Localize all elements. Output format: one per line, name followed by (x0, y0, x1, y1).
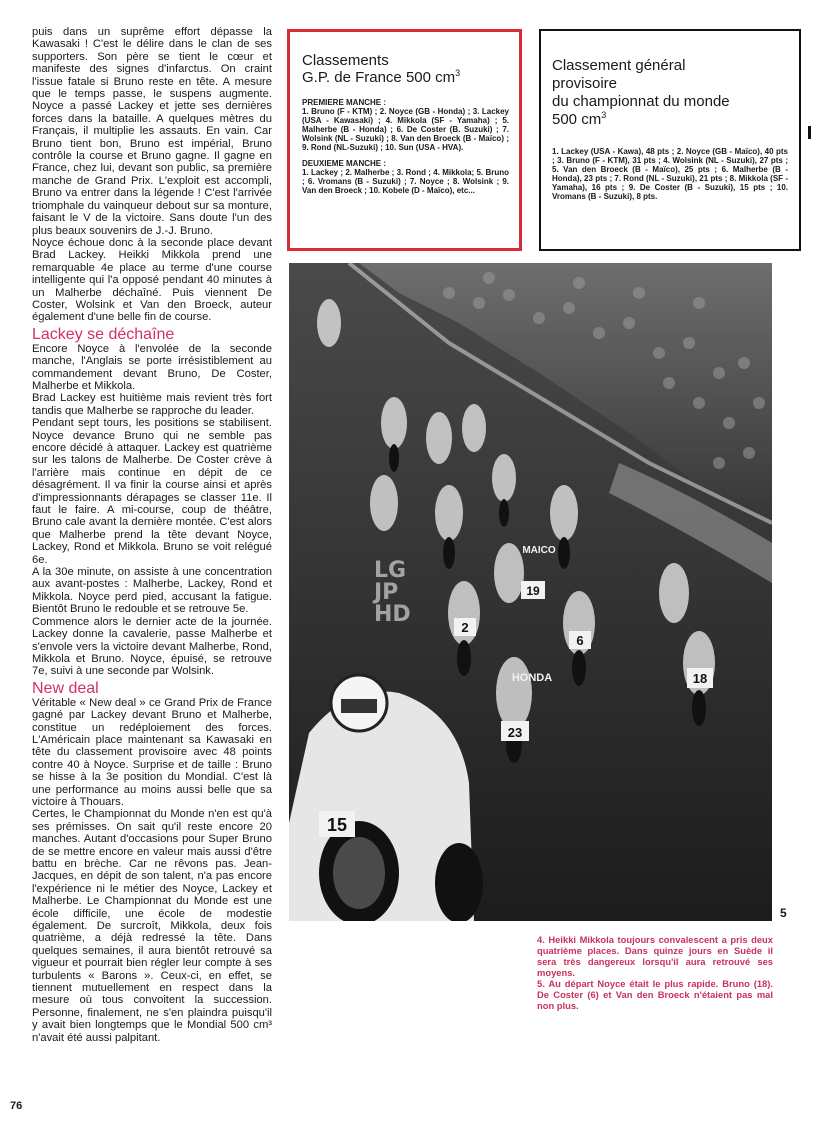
championship-standings-box (539, 29, 801, 251)
jersey-text: MAICO (522, 545, 556, 556)
article-column (32, 26, 272, 1044)
photo-number: 5 (780, 906, 787, 920)
article-paragraph: Encore Noyce à l'envolée de la seconde manche, l'Anglais se porte irrésistiblement au commandement devant Bruno, De Coster, Malherbe et Mikkola. (32, 342, 272, 392)
second-heat-heading: DEUXIEME MANCHE : (302, 159, 387, 168)
article-paragraph: Noyce échoue donc à la seconde place devant Brad Lackey. Heikki Mikkola prend une remarquable 4e place au terme d'une course intelligente qui l'a opposé pendant 40 minutes à un Malherbe déchaîné. Puis viennent De Coster, Wolsink et Van den Broeck, auteur également d'une belle fin de course. (32, 236, 272, 324)
rear-wheel (435, 843, 483, 921)
article-paragraph: Certes, le Championnat du Monde n'en est qu'à ses prémisses. On sait qu'il reste encore 20 manches. Autant d'occasions pour Super Bruno de se mettre encore en valeur mais aussi d'être battu en brèche. Car ne rêvons pas. Jean-Jacques, en dépit de son talent, n'a pas encore l'expérience ni le métier des Noyce, Lackey et Malherbe. Le Championnat du Monde est une école difficile, une école de modestie également. De surcroît, Mikkola, deux fois quatrième, a déjà redressé la tête. Dans quelques semaines, il aura bientôt retrouvé sa vigueur et pourrait bien régler leur compte à ses turbulents « Barons ». Ceux-ci, en effet, se tiennent mutuellement en respect dans la mesure où tous convoitent la succession. Personne, finalement, ne s'en plaindra puisqu'il y avait bien longtemps que le Mondial 500 cm³ n'avait été aussi palpitant. (32, 808, 272, 1044)
bike-number: 19 (526, 584, 540, 598)
article-paragraph: A la 30e minute, on assiste à une concentration aux avant-postes : Malherbe, Lackey, Rond et Mikkola. Noyce perd pied, accusant la fatigue. Bientôt Bruno le redouble et se retrouve 5e. (32, 566, 272, 616)
first-heat-results: 1. Bruno (F - KTM) ; 2. Noyce (GB - Honda) ; 3. Lackey (USA - Kawasaki) ; 4. Mikkola (SF - Yamaha) ; 5. Malherbe (B - Honda) ; 6. De Coster (B. Suzuki) ; 7. Wolsink (NL - Suzuki) ; 8. Van den Broeck (B - Maïco) ; 9. Rond (NL-Suzuki) ; 10. Sun (USA - HVA). (302, 107, 509, 152)
bike-number: 15 (326, 815, 348, 835)
article-paragraph: Brad Lackey est huitième mais revient très fort tandis que Malherbe se rapproche du leader. (32, 392, 272, 417)
gp-results-box (287, 29, 522, 251)
section-heading: Lackey se déchaîne (32, 325, 175, 343)
caption-line: 4. Heikki Mikkola toujours convalescent a pris deux quatrième places. Dans quinze jours en Suède il sera très dangereux lorsqu'il aura retrouvé ses moyens. (537, 934, 773, 978)
jersey-text: HONDA (511, 672, 553, 684)
bike-number: 6 (576, 633, 584, 648)
caption-line: 5. Au départ Noyce était le plus rapide. Bruno (18). De Coster (6) et Van den Broeck n'étaient pas mal non plus. (537, 978, 773, 1011)
bike-number: 2 (461, 620, 469, 635)
page-number: 76 (10, 1100, 23, 1112)
photo-caption (537, 934, 773, 1011)
section-heading: New deal (32, 679, 99, 697)
article-paragraph: Véritable « New deal » ce Grand Prix de France gagné par Lackey devant Bruno et Malherbe, constitue un redéploiement des forces. L'Américain place maintenant sa Kawasaki en tête du classement provisoire avec 48 points contre 40 à Noyce. Surprise et de taille : Bruno se hisse à la 3e position du Mondial. C'est là une performance au moins aussi belle que sa victoire à Thouars. (32, 696, 272, 808)
first-heat-heading: PREMIERE MANCHE : (302, 98, 387, 107)
article-paragraph: Commence alors le dernier acte de la journée. Lackey donne la cavalerie, passe Malherbe et s'envole vers la victoire devant Malherbe, Rond, Mikkola et Bruno. Noyce, épuisé, se retrouve 7e, suivi à une seconde par Wolsink. (32, 615, 272, 678)
standings-results: 1. Lackey (USA - Kawa), 48 pts ; 2. Noyce (GB - Maïco), 40 pts ; 3. Bruno (F - KTM), 31 pts ; 4. Wolsink (NL - Suzuki), 27 pts ; 5. Van den Broeck (B - Maïco), 25 pts ; 6. Malherbe (B - Honda), 23 pts ; 7. Rond (NL - Suzuki), 21 pts ; 8. Mikkola (SF - Yamaha), 16 pts ; 9. De Coster (B - Suzuki), 15 pts ; 10. Vromans (B - Suzuki), 8 pts. (552, 147, 788, 201)
standings-title: Classement général provisoire du championnat du monde 500 $cm^3$ (552, 57, 730, 128)
watermark-logo: LG JP HD (374, 558, 411, 627)
article-paragraph: Pendant sept tours, les positions se stabilisent. Noyce devance Bruno qui ne semble pas encore décidé à attaquer. Lackey est quatrième sur les talons de Malherbe. De Coster crève à l'arrière mais continue en dépit de ce désagrément. Il va finir la course ainsi et après d'impressionnants dérapages se classer 11e. Il faut le faire. A mi-course, coup de théâtre, Bruno cale avant la dernière montée. C'est alors que Malherbe prend la tête devant Noyce, Lackey, Rond et Mikkola. Bruno se voit relégué 6e. (32, 417, 272, 566)
page-edge-mark (808, 126, 811, 139)
article-paragraph: puis dans un suprême effort dépasse la Kawasaki ! C'est le délire dans le clan de ses supporters. Son père se tient le cœur et manifeste des signes d'infarctus. On craint l'issue fatale si Bruno reste en tête. A mesure que le temps passe, le suspens augmente. Noyce a passé Lackey et jette ses dernières forces dans la bataille. A quelques mètres du Français, il multiplie les assauts. En vain. Car Bruno tient bon, Bruno est impérial, Bruno contrôle la course et Bruno gagne. Il gagne en France, chez lui, devant son public, sa première manche de Grand Prix. L'exploit est accompli, Bruno va entrer dans la légende ! C'est l'arrivée triomphale du vainqueur debout sur sa monture, faisant le V de la victoire. Sans doute l'un des plus beaux souvenirs de J.-J. Bruno. (32, 26, 272, 237)
second-heat-results: 1. Lackey ; 2. Malherbe ; 3. Rond ; 4. Mikkola; 5. Bruno ; 6. Vromans (B - Suzuki) ; 7. Noyce ; 8. Wolsink ; 9. Van den Broeck ; 10. Kobele (D - Maïco), etc... (302, 168, 509, 195)
bike-number: 23 (507, 725, 523, 740)
bike-number: 18 (692, 671, 708, 686)
gp-results-title: Classements G.P. de France 500 $cm^3$ (302, 52, 461, 86)
